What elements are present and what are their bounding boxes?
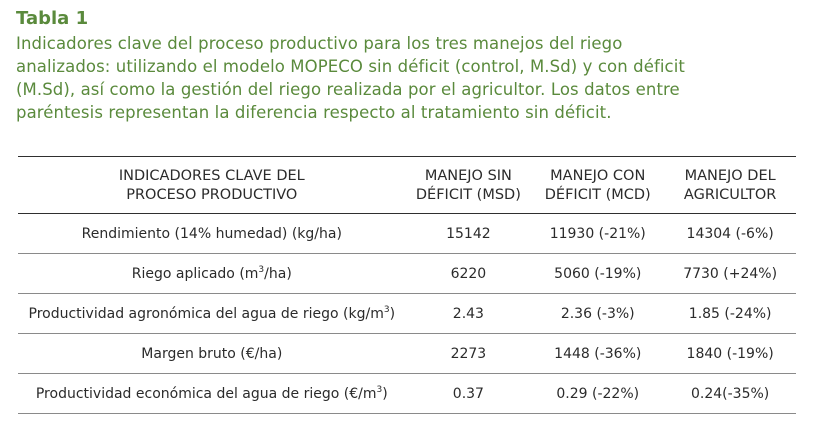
cell-msd: 2273 xyxy=(406,334,532,374)
cell-mcd: 1448 (-36%) xyxy=(531,334,664,374)
table-row xyxy=(18,254,796,294)
cell-msd: 6220 xyxy=(406,254,532,294)
header-line: INDICADORES CLAVE DEL xyxy=(118,168,305,184)
table-header-row xyxy=(18,157,796,214)
cell-indicator: Riego aplicado $(m^3/ha)$ xyxy=(18,254,406,294)
header-msd xyxy=(406,157,532,214)
table-row xyxy=(18,334,796,374)
header-line: DÉFICIT (MCD) xyxy=(544,187,651,203)
caption-line: (M.Sd), así como la gestión del riego realizada por el agricultor. Los datos entre xyxy=(16,80,680,99)
table-row xyxy=(18,214,796,254)
cell-agr: 7730 (+24%) xyxy=(664,254,796,294)
caption-line: paréntesis representan la diferencia respecto al tratamiento sin déficit. xyxy=(16,103,612,122)
cell-mcd: 11930 (-21%) xyxy=(531,214,664,254)
header-line: MANEJO SIN xyxy=(424,168,512,184)
header-mcd xyxy=(531,157,664,214)
header-agr xyxy=(664,157,796,214)
cell-msd: 0.37 xyxy=(406,374,532,414)
caption-line: Indicadores clave del proceso productivo para los tres manejos del riego xyxy=(16,34,623,53)
header-line: PROCESO PRODUCTIVO xyxy=(126,187,298,203)
table-row xyxy=(18,294,796,334)
header-indicator xyxy=(18,157,406,214)
table-caption xyxy=(16,8,806,124)
header-line: MANEJO CON xyxy=(550,168,646,184)
cell-indicator: Rendimiento (14% humedad) (kg/ha) xyxy=(18,214,406,254)
cell-indicator: Margen bruto (€/ha) xyxy=(18,334,406,374)
indicators-table xyxy=(18,156,796,414)
caption-line: analizados: utilizando el modelo MOPECO sin déficit (control, M.Sd) y con déficit xyxy=(16,57,685,76)
table-row xyxy=(18,374,796,414)
caption-text xyxy=(16,32,806,124)
cell-agr: 14304 (-6%) xyxy=(664,214,796,254)
cell-mcd: 5060 (-19%) xyxy=(531,254,664,294)
cell-agr: 1.85 (-24%) xyxy=(664,294,796,334)
table-label: Tabla 1 xyxy=(16,8,89,29)
cell-agr: 1840 (-19%) xyxy=(664,334,796,374)
cell-msd: 2.43 xyxy=(406,294,532,334)
cell-indicator: Productividad agronómica del agua de riego $(kg/m^3)$ xyxy=(18,294,406,334)
cell-indicator: Productividad económica del agua de riego $(€/m^3)$ xyxy=(18,374,406,414)
header-line: AGRICULTOR xyxy=(683,187,777,203)
cell-agr: 0.24(-35%) xyxy=(664,374,796,414)
header-line: MANEJO DEL xyxy=(684,168,776,184)
header-line: DÉFICIT (MSD) xyxy=(415,187,521,203)
cell-msd: 15142 xyxy=(406,214,532,254)
cell-mcd: 0.29 (-22%) xyxy=(531,374,664,414)
cell-mcd: 2.36 (-3%) xyxy=(531,294,664,334)
